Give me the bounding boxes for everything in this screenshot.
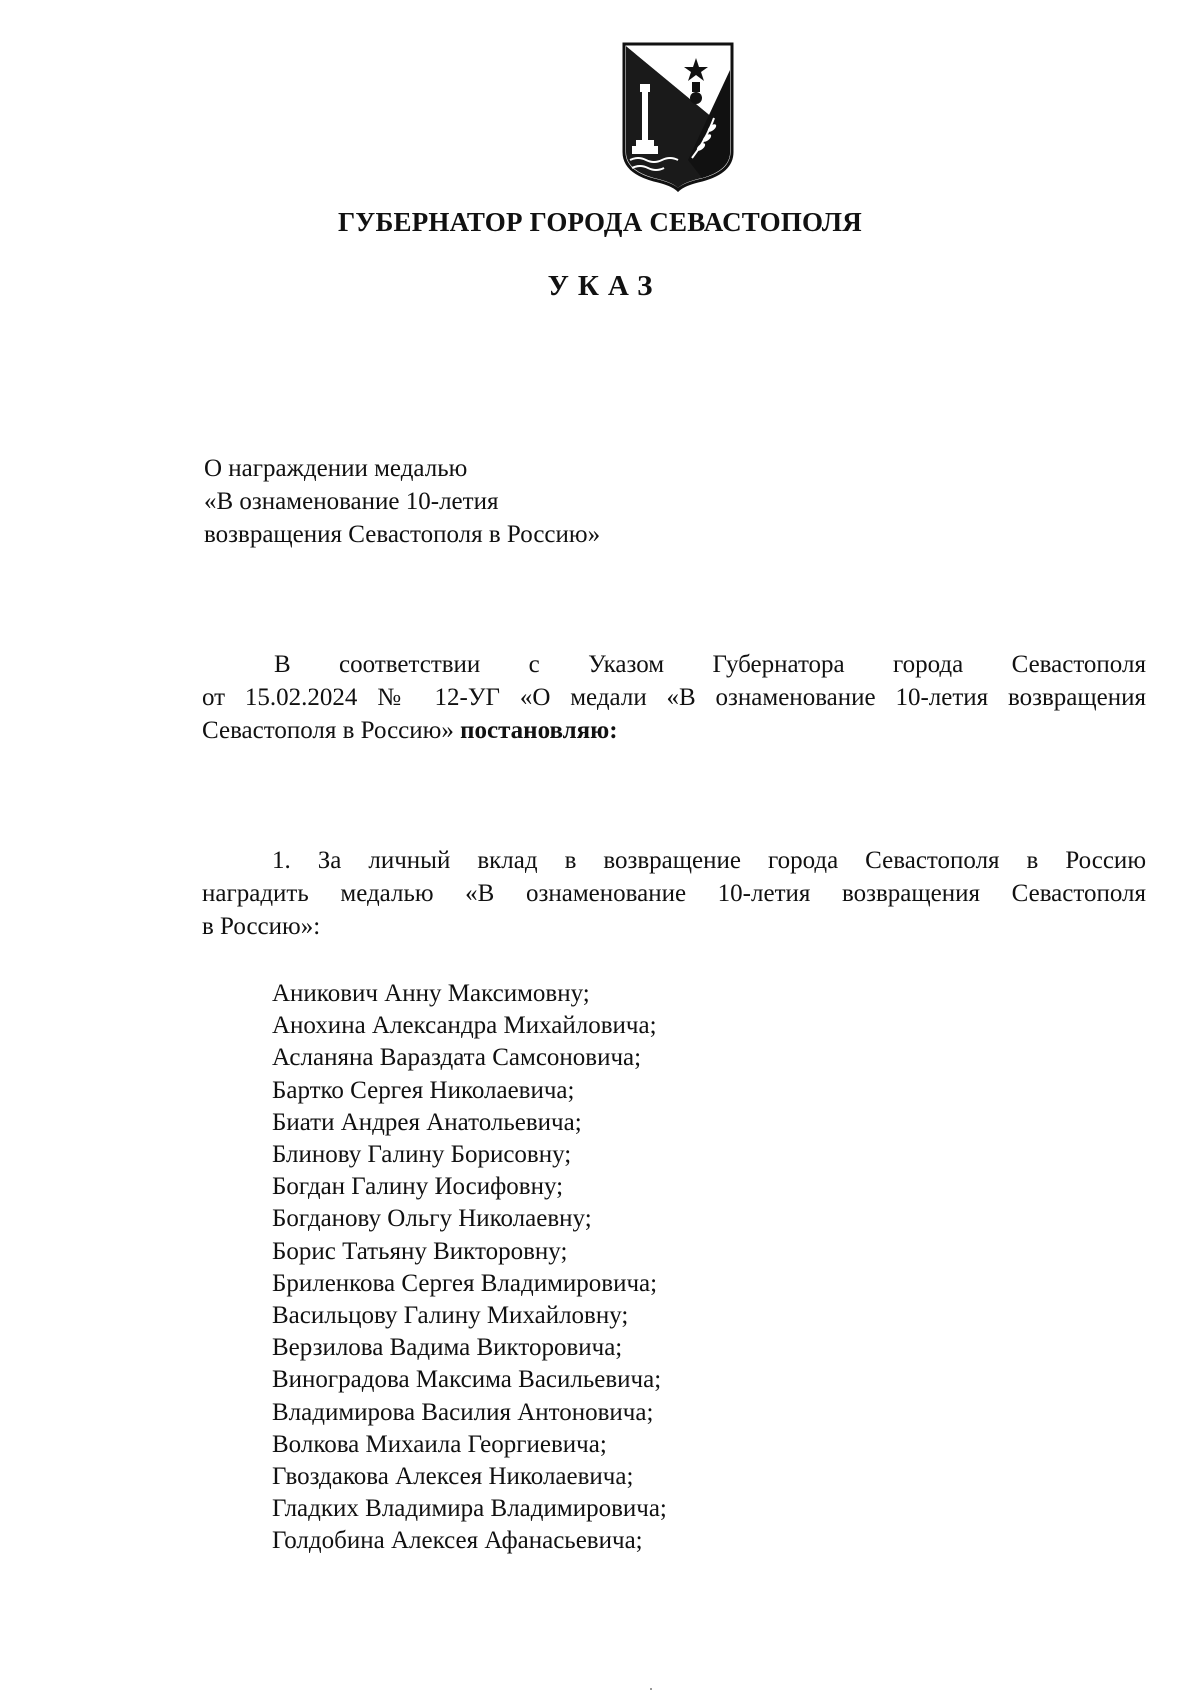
- awardee-item: Бриленкова Сергея Владимировича;: [272, 1269, 658, 1297]
- issuing-authority-title: ГУБЕРНАТОР ГОРОДА СЕВАСТОПОЛЯ: [338, 207, 862, 237]
- awardee-item: Аникович Анну Максимовну;: [272, 980, 590, 1007]
- decree-operative-word: постановляю:: [460, 717, 618, 744]
- preamble-word: Губернатора: [712, 651, 845, 678]
- awardee-item: Биати Андрея Анатольевича;: [272, 1108, 582, 1136]
- awardee-item: Голдобина Алексея Афанасьевича;: [272, 1527, 643, 1555]
- item-1-line: в Россию»:: [202, 913, 321, 940]
- subject-line: «В ознаменование 10-летия: [204, 488, 499, 515]
- awardee-item: Богданову Ольгу Николаевну;: [272, 1205, 592, 1233]
- document-type-title: УКАЗ: [547, 270, 662, 302]
- awardee-item: Борис Татьяну Викторовну;: [272, 1237, 568, 1265]
- item-1-paragraph: [202, 844, 1146, 943]
- preamble-word: города: [893, 651, 964, 678]
- decree-subject: [204, 452, 600, 551]
- preamble-paragraph: [202, 648, 1146, 747]
- awardee-item: Анохина Александра Михайловича;: [272, 1012, 657, 1040]
- coat-of-arms-emblem: [618, 40, 738, 192]
- awardee-item: Виноградова Максима Васильевича;: [272, 1366, 662, 1394]
- preamble-word: Указом: [588, 651, 665, 678]
- item-1-line: 1. За личный вклад в возвращение города Севастополя в Россию: [272, 847, 1146, 874]
- awardee-item: Васильцову Галину Михайловну;: [272, 1302, 629, 1330]
- awardee-item: Волкова Михаила Георгиевича;: [272, 1430, 607, 1458]
- awardee-item: Богдан Галину Иосифовну;: [272, 1173, 564, 1201]
- preamble-text: Севастополя в Россию»: [202, 717, 454, 744]
- subject-line: возвращения Севастополя в Россию»: [204, 521, 601, 548]
- awardee-item: Верзилова Вадима Викторовича;: [272, 1334, 623, 1362]
- awardees-list: [272, 978, 667, 1558]
- preamble-line: [202, 714, 1146, 747]
- awardee-item: Асланяна Вараздата Самсоновича;: [272, 1044, 642, 1072]
- awardee-item: Владимирова Василия Антоновича;: [272, 1398, 654, 1426]
- subject-line: О награждении медалью: [204, 455, 468, 482]
- scan-speck: [650, 1688, 652, 1690]
- awardee-item: Бартко Сергея Николаевича;: [272, 1076, 575, 1104]
- item-1-line: наградить медалью «В ознаменование 10-летия возвращения Севастополя: [202, 880, 1146, 907]
- preamble-line: [202, 648, 1146, 681]
- preamble-line: от 15.02.2024 № 12-УГ «О медали «В ознаменование 10-летия возвращения: [202, 684, 1146, 711]
- awardee-item: Гвоздакова Алексея Николаевича;: [272, 1463, 634, 1491]
- preamble-word: с: [528, 651, 540, 678]
- preamble-word: соответствии: [339, 651, 481, 678]
- awardee-item: Гладких Владимира Владимировича;: [272, 1495, 667, 1523]
- preamble-word: Севастополя: [1011, 651, 1146, 678]
- awardee-item: Блинову Галину Борисовну;: [272, 1141, 572, 1169]
- preamble-word: В: [274, 651, 291, 678]
